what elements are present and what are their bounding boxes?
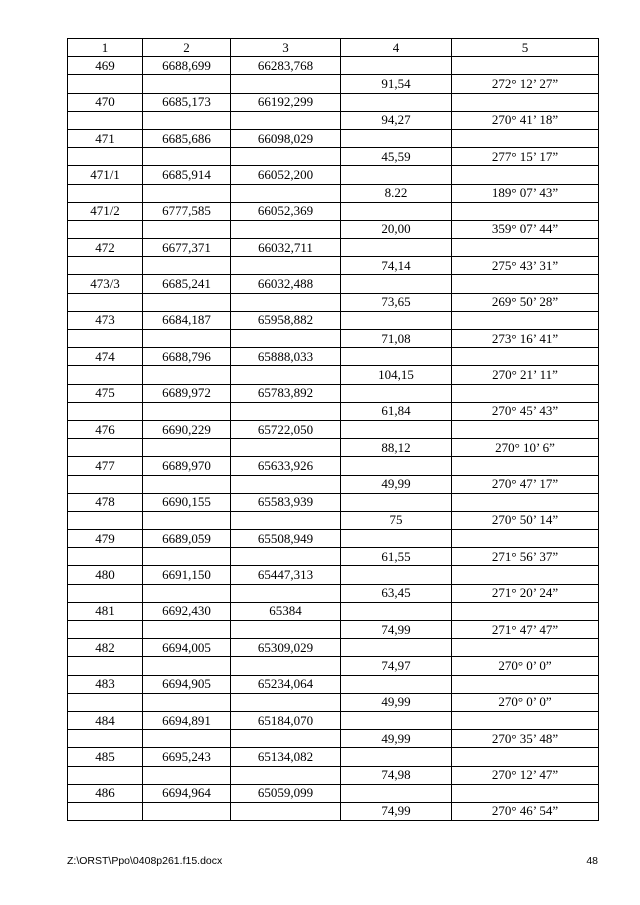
segment-angle-cell: 270° 47’ 17” — [452, 475, 599, 493]
empty-cell — [231, 657, 341, 675]
header-cell-3: 3 — [231, 39, 341, 57]
point-id-cell: 479 — [68, 530, 143, 548]
empty-cell — [341, 566, 452, 584]
segment-length-cell: 61,84 — [341, 402, 452, 420]
segment-angle-cell: 270° 12’ 47” — [452, 766, 599, 784]
segment-length-cell: 45,59 — [341, 148, 452, 166]
empty-cell — [68, 366, 143, 384]
point-row — [68, 530, 599, 548]
point-x-cell: 6684,187 — [143, 311, 231, 329]
segment-row — [68, 511, 599, 529]
segment-angle-cell: 275° 43’ 31” — [452, 257, 599, 275]
empty-cell — [68, 293, 143, 311]
empty-cell — [231, 75, 341, 93]
empty-cell — [143, 439, 231, 457]
point-row — [68, 639, 599, 657]
segment-row — [68, 220, 599, 238]
point-x-cell: 6685,914 — [143, 166, 231, 184]
segment-length-cell: 88,12 — [341, 439, 452, 457]
point-row — [68, 57, 599, 75]
coordinates-table-body — [68, 39, 599, 821]
empty-cell — [452, 57, 599, 75]
segment-row — [68, 621, 599, 639]
empty-cell — [231, 621, 341, 639]
point-row — [68, 493, 599, 511]
segment-row — [68, 730, 599, 748]
point-x-cell: 6689,059 — [143, 530, 231, 548]
empty-cell — [341, 420, 452, 438]
empty-cell — [452, 675, 599, 693]
empty-cell — [452, 748, 599, 766]
segment-length-cell: 104,15 — [341, 366, 452, 384]
empty-cell — [452, 493, 599, 511]
segment-row — [68, 657, 599, 675]
segment-row — [68, 184, 599, 202]
point-row — [68, 457, 599, 475]
empty-cell — [452, 566, 599, 584]
point-x-cell: 6694,005 — [143, 639, 231, 657]
empty-cell — [68, 584, 143, 602]
segment-angle-cell: 270° 46’ 54” — [452, 802, 599, 820]
empty-cell — [68, 75, 143, 93]
segment-angle-cell: 271° 47’ 47” — [452, 621, 599, 639]
point-row — [68, 311, 599, 329]
empty-cell — [231, 257, 341, 275]
segment-row — [68, 802, 599, 820]
empty-cell — [341, 93, 452, 111]
empty-cell — [452, 311, 599, 329]
empty-cell — [341, 675, 452, 693]
empty-cell — [143, 257, 231, 275]
point-x-cell: 6695,243 — [143, 748, 231, 766]
empty-cell — [341, 275, 452, 293]
empty-cell — [231, 766, 341, 784]
point-id-cell: 473/3 — [68, 275, 143, 293]
empty-cell — [341, 202, 452, 220]
empty-cell — [231, 475, 341, 493]
empty-cell — [68, 257, 143, 275]
empty-cell — [341, 384, 452, 402]
point-id-cell: 477 — [68, 457, 143, 475]
segment-angle-cell: 271° 20’ 24” — [452, 584, 599, 602]
footer-file-path: Z:\ORST\Ppo\0408p261.f15.docx — [67, 855, 223, 867]
empty-cell — [143, 511, 231, 529]
empty-cell — [143, 148, 231, 166]
point-row — [68, 202, 599, 220]
empty-cell — [143, 621, 231, 639]
point-x-cell: 6690,155 — [143, 493, 231, 511]
segment-row — [68, 475, 599, 493]
point-y-cell: 65059,099 — [231, 784, 341, 802]
empty-cell — [68, 802, 143, 820]
point-y-cell: 66192,299 — [231, 93, 341, 111]
point-x-cell: 6690,229 — [143, 420, 231, 438]
empty-cell — [231, 330, 341, 348]
empty-cell — [231, 730, 341, 748]
point-id-cell: 469 — [68, 57, 143, 75]
segment-length-cell: 74,98 — [341, 766, 452, 784]
empty-cell — [68, 621, 143, 639]
empty-cell — [452, 93, 599, 111]
point-id-cell: 471/1 — [68, 166, 143, 184]
point-row — [68, 239, 599, 257]
segment-angle-cell: 273° 16’ 41” — [452, 330, 599, 348]
empty-cell — [231, 402, 341, 420]
point-y-cell: 66052,369 — [231, 202, 341, 220]
empty-cell — [231, 511, 341, 529]
empty-cell — [143, 730, 231, 748]
point-row — [68, 129, 599, 147]
segment-angle-cell: 270° 41’ 18” — [452, 111, 599, 129]
point-y-cell: 65234,064 — [231, 675, 341, 693]
empty-cell — [341, 639, 452, 657]
segment-angle-cell: 277° 15’ 17” — [452, 148, 599, 166]
point-x-cell: 6688,796 — [143, 348, 231, 366]
point-id-cell: 483 — [68, 675, 143, 693]
empty-cell — [68, 220, 143, 238]
point-id-cell: 484 — [68, 711, 143, 729]
point-y-cell: 65508,949 — [231, 530, 341, 548]
empty-cell — [341, 602, 452, 620]
empty-cell — [341, 311, 452, 329]
empty-cell — [68, 766, 143, 784]
point-id-cell: 473 — [68, 311, 143, 329]
empty-cell — [231, 548, 341, 566]
empty-cell — [68, 111, 143, 129]
point-x-cell: 6689,972 — [143, 384, 231, 402]
point-id-cell: 475 — [68, 384, 143, 402]
point-y-cell: 65722,050 — [231, 420, 341, 438]
segment-row — [68, 584, 599, 602]
point-y-cell: 66032,488 — [231, 275, 341, 293]
empty-cell — [143, 366, 231, 384]
segment-angle-cell: 359° 07’ 44” — [452, 220, 599, 238]
point-y-cell: 65447,313 — [231, 566, 341, 584]
point-row — [68, 384, 599, 402]
empty-cell — [452, 530, 599, 548]
point-x-cell: 6694,905 — [143, 675, 231, 693]
empty-cell — [143, 184, 231, 202]
segment-length-cell: 63,45 — [341, 584, 452, 602]
empty-cell — [68, 511, 143, 529]
segment-angle-cell: 270° 35’ 48” — [452, 730, 599, 748]
segment-row — [68, 402, 599, 420]
empty-cell — [341, 711, 452, 729]
empty-cell — [143, 330, 231, 348]
segment-angle-cell: 270° 45’ 43” — [452, 402, 599, 420]
footer-page-number: 48 — [586, 855, 598, 867]
point-x-cell: 6685,686 — [143, 129, 231, 147]
segment-angle-cell: 270° 0’ 0” — [452, 693, 599, 711]
empty-cell — [143, 475, 231, 493]
empty-cell — [143, 75, 231, 93]
point-y-cell: 65633,926 — [231, 457, 341, 475]
empty-cell — [231, 148, 341, 166]
segment-length-cell: 94,27 — [341, 111, 452, 129]
empty-cell — [341, 239, 452, 257]
segment-length-cell: 20,00 — [341, 220, 452, 238]
empty-cell — [68, 148, 143, 166]
empty-cell — [143, 548, 231, 566]
point-id-cell: 471 — [68, 129, 143, 147]
header-cell-4: 4 — [341, 39, 452, 57]
segment-row — [68, 148, 599, 166]
table-header-row — [68, 39, 599, 57]
empty-cell — [452, 784, 599, 802]
segment-row — [68, 366, 599, 384]
empty-cell — [231, 584, 341, 602]
segment-angle-cell: 269° 50’ 28” — [452, 293, 599, 311]
empty-cell — [231, 184, 341, 202]
segment-angle-cell: 189° 07’ 43” — [452, 184, 599, 202]
segment-row — [68, 111, 599, 129]
empty-cell — [68, 330, 143, 348]
segment-row — [68, 330, 599, 348]
point-y-cell: 65134,082 — [231, 748, 341, 766]
segment-row — [68, 693, 599, 711]
empty-cell — [231, 111, 341, 129]
segment-angle-cell: 270° 21’ 11” — [452, 366, 599, 384]
segment-angle-cell: 270° 0’ 0” — [452, 657, 599, 675]
point-y-cell: 65384 — [231, 602, 341, 620]
segment-angle-cell: 270° 10’ 6” — [452, 439, 599, 457]
point-x-cell: 6685,241 — [143, 275, 231, 293]
point-id-cell: 476 — [68, 420, 143, 438]
empty-cell — [341, 457, 452, 475]
point-row — [68, 748, 599, 766]
segment-length-cell: 74,14 — [341, 257, 452, 275]
empty-cell — [341, 348, 452, 366]
segment-length-cell: 8.22 — [341, 184, 452, 202]
point-id-cell: 478 — [68, 493, 143, 511]
empty-cell — [452, 602, 599, 620]
empty-cell — [68, 548, 143, 566]
empty-cell — [341, 129, 452, 147]
point-row — [68, 275, 599, 293]
empty-cell — [341, 166, 452, 184]
segment-length-cell: 74,99 — [341, 802, 452, 820]
segment-angle-cell: 271° 56’ 37” — [452, 548, 599, 566]
point-x-cell: 6688,699 — [143, 57, 231, 75]
point-id-cell: 471/2 — [68, 202, 143, 220]
empty-cell — [231, 293, 341, 311]
point-x-cell: 6685,173 — [143, 93, 231, 111]
point-y-cell: 65958,882 — [231, 311, 341, 329]
empty-cell — [452, 239, 599, 257]
point-row — [68, 566, 599, 584]
point-x-cell: 6691,150 — [143, 566, 231, 584]
segment-row — [68, 548, 599, 566]
point-y-cell: 66052,200 — [231, 166, 341, 184]
empty-cell — [68, 693, 143, 711]
empty-cell — [143, 220, 231, 238]
empty-cell — [452, 348, 599, 366]
point-x-cell: 6689,970 — [143, 457, 231, 475]
point-x-cell: 6677,371 — [143, 239, 231, 257]
empty-cell — [341, 784, 452, 802]
empty-cell — [341, 57, 452, 75]
empty-cell — [68, 475, 143, 493]
point-y-cell: 65184,070 — [231, 711, 341, 729]
empty-cell — [143, 402, 231, 420]
point-id-cell: 481 — [68, 602, 143, 620]
point-row — [68, 93, 599, 111]
segment-length-cell: 61,55 — [341, 548, 452, 566]
empty-cell — [452, 639, 599, 657]
empty-cell — [452, 166, 599, 184]
empty-cell — [68, 402, 143, 420]
empty-cell — [143, 693, 231, 711]
point-x-cell: 6694,964 — [143, 784, 231, 802]
point-row — [68, 675, 599, 693]
empty-cell — [143, 766, 231, 784]
empty-cell — [68, 184, 143, 202]
empty-cell — [231, 802, 341, 820]
point-id-cell: 486 — [68, 784, 143, 802]
point-row — [68, 166, 599, 184]
empty-cell — [452, 711, 599, 729]
segment-length-cell: 49,99 — [341, 693, 452, 711]
header-cell-1: 1 — [68, 39, 143, 57]
point-row — [68, 784, 599, 802]
empty-cell — [143, 802, 231, 820]
empty-cell — [452, 129, 599, 147]
segment-row — [68, 439, 599, 457]
empty-cell — [143, 584, 231, 602]
empty-cell — [68, 657, 143, 675]
empty-cell — [231, 439, 341, 457]
point-id-cell: 474 — [68, 348, 143, 366]
point-row — [68, 711, 599, 729]
point-y-cell: 65783,892 — [231, 384, 341, 402]
point-id-cell: 485 — [68, 748, 143, 766]
segment-row — [68, 75, 599, 93]
header-cell-2: 2 — [143, 39, 231, 57]
point-id-cell: 470 — [68, 93, 143, 111]
segment-row — [68, 257, 599, 275]
point-y-cell: 65583,939 — [231, 493, 341, 511]
segment-angle-cell: 272° 12’ 27” — [452, 75, 599, 93]
empty-cell — [231, 693, 341, 711]
empty-cell — [341, 493, 452, 511]
point-x-cell: 6777,585 — [143, 202, 231, 220]
empty-cell — [68, 730, 143, 748]
segment-length-cell: 71,08 — [341, 330, 452, 348]
header-cell-5: 5 — [452, 39, 599, 57]
segment-row — [68, 293, 599, 311]
point-x-cell: 6694,891 — [143, 711, 231, 729]
empty-cell — [231, 366, 341, 384]
empty-cell — [452, 457, 599, 475]
empty-cell — [68, 439, 143, 457]
segment-length-cell: 49,99 — [341, 730, 452, 748]
point-y-cell: 66283,768 — [231, 57, 341, 75]
empty-cell — [143, 657, 231, 675]
point-row — [68, 602, 599, 620]
empty-cell — [341, 748, 452, 766]
segment-length-cell: 74,97 — [341, 657, 452, 675]
empty-cell — [452, 420, 599, 438]
empty-cell — [452, 202, 599, 220]
segment-length-cell: 49,99 — [341, 475, 452, 493]
point-row — [68, 348, 599, 366]
empty-cell — [231, 220, 341, 238]
point-y-cell: 65888,033 — [231, 348, 341, 366]
empty-cell — [452, 384, 599, 402]
empty-cell — [341, 530, 452, 548]
segment-length-cell: 91,54 — [341, 75, 452, 93]
coordinates-table — [67, 38, 599, 821]
segment-row — [68, 766, 599, 784]
empty-cell — [143, 111, 231, 129]
point-y-cell: 66098,029 — [231, 129, 341, 147]
segment-length-cell: 74,99 — [341, 621, 452, 639]
point-id-cell: 482 — [68, 639, 143, 657]
point-id-cell: 472 — [68, 239, 143, 257]
segment-length-cell: 73,65 — [341, 293, 452, 311]
point-x-cell: 6692,430 — [143, 602, 231, 620]
point-y-cell: 65309,029 — [231, 639, 341, 657]
empty-cell — [143, 293, 231, 311]
point-id-cell: 480 — [68, 566, 143, 584]
segment-angle-cell: 270° 50’ 14” — [452, 511, 599, 529]
point-row — [68, 420, 599, 438]
point-y-cell: 66032,711 — [231, 239, 341, 257]
empty-cell — [452, 275, 599, 293]
segment-length-cell: 75 — [341, 511, 452, 529]
